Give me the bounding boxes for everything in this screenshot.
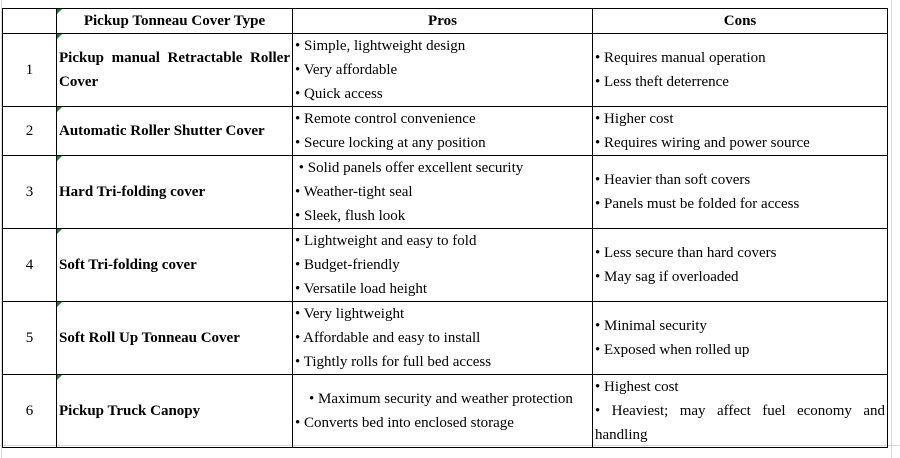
cons-cell <box>593 107 888 156</box>
pros-cell <box>293 302 593 375</box>
pros-item: • Very affordable <box>295 62 398 78</box>
pros-cell <box>293 229 593 302</box>
header-number <box>3 9 57 34</box>
cons-item: • Higher cost <box>595 111 674 127</box>
cover-type: Pickup manual Retractable Roller Cover <box>57 34 293 107</box>
pros-item: • Secure locking at any position <box>295 135 486 151</box>
cons-cell <box>593 229 888 302</box>
table-row <box>3 107 888 156</box>
table-row <box>3 302 888 375</box>
cover-type: Hard Tri-folding cover <box>57 156 293 229</box>
table-row <box>3 375 888 448</box>
pros-item: • Quick access <box>295 86 383 102</box>
cover-type: Pickup Truck Canopy <box>57 375 293 448</box>
header-row <box>3 9 888 34</box>
cons-item: • May sag if overloaded <box>595 269 739 285</box>
row-number: 1 <box>3 34 57 107</box>
header-type: Pickup Tonneau Cover Type <box>57 9 293 34</box>
pros-cell <box>293 156 593 229</box>
row-number: 5 <box>3 302 57 375</box>
row-number: 3 <box>3 156 57 229</box>
cover-type: Soft Roll Up Tonneau Cover <box>57 302 293 375</box>
cons-item: • Less theft deterrence <box>595 74 729 90</box>
cover-type: Soft Tri-folding cover <box>57 229 293 302</box>
pros-item: • Simple, lightweight design <box>295 38 466 54</box>
cons-item: • Highest cost <box>595 379 679 395</box>
table-row <box>3 229 888 302</box>
cons-cell <box>593 375 888 448</box>
pros-item: • Lightweight and easy to fold <box>295 233 477 249</box>
cover-type: Automatic Roller Shutter Cover <box>57 107 293 156</box>
grid-line <box>891 0 892 458</box>
cons-item: • Heaviest; may affect fuel economy and handling <box>595 403 885 443</box>
row-number: 2 <box>3 107 57 156</box>
pros-item: • Maximum security and weather protection <box>309 391 573 407</box>
pros-cell <box>293 34 593 107</box>
cons-item: • Panels must be folded for access <box>595 196 800 212</box>
cons-cell <box>593 302 888 375</box>
table-row <box>3 34 888 107</box>
cons-item: • Minimal security <box>595 318 707 334</box>
cons-item: • Requires wiring and power source <box>595 135 810 151</box>
cons-item: • Requires manual operation <box>595 50 766 66</box>
comparison-table <box>2 8 888 448</box>
cons-item: • Exposed when rolled up <box>595 342 750 358</box>
pros-cell <box>293 375 593 448</box>
pros-item: • Very lightweight <box>295 306 405 322</box>
header-pros: Pros <box>293 9 593 34</box>
pros-item: • Remote control convenience <box>295 111 476 127</box>
cons-cell <box>593 34 888 107</box>
cons-cell <box>593 156 888 229</box>
cons-item: • Heavier than soft covers <box>595 172 751 188</box>
pros-item: • Solid panels offer excellent security <box>295 160 524 176</box>
row-number: 6 <box>3 375 57 448</box>
pros-cell <box>293 107 593 156</box>
pros-item: • Versatile load height <box>295 281 428 297</box>
row-number: 4 <box>3 229 57 302</box>
pros-item: • Affordable and easy to install <box>295 330 481 346</box>
pros-item: • Budget-friendly <box>295 257 400 273</box>
pros-item: • Sleek, flush look <box>295 208 406 224</box>
cons-item: • Less secure than hard covers <box>595 245 777 261</box>
pros-item: • Weather-tight seal <box>295 184 413 200</box>
pros-item: • Converts bed into enclosed storage <box>295 415 514 431</box>
table-row <box>3 156 888 229</box>
pros-item: • Tightly rolls for full bed access <box>295 354 492 370</box>
header-cons: Cons <box>593 9 888 34</box>
